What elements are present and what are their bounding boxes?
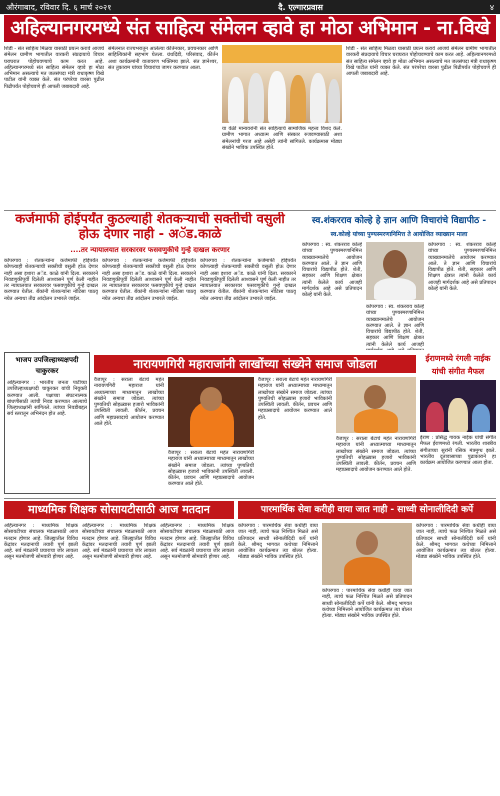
story3-body-2: कोपरगाव : स्व. शंकरराव कोल्हे यांच्या पुण्यस्मरणानिमित्त व्याख्यानमालेचे आयोजन करण्यात आले. ते ज्ञान आणि विचारांचे विद्यापीठ होते. शेती, सहकार आणि शिक्षण क्षेत्रात त्यांनी केलेले कार्य आजही मार्गदर्शक आहे असे प्रतिपादन कोल्हे यांनी केले. xyxy=(428,242,496,293)
saint-photo xyxy=(168,377,254,447)
page-number: ४ xyxy=(489,2,494,12)
lead-headline: अहिल्यानगरमध्ये संत साहित्य संमेलन व्हावे हा मोठा अभिमान - ना.विखे xyxy=(4,15,496,42)
date-line: औरंगाबाद, रविवार दि. ६ मार्च २०२१ xyxy=(6,2,112,12)
story2-subhead: ....तर न्यायालयात सरकारवर फसवणुकीचे गुन्हे दाखल करणार xyxy=(70,246,230,254)
story3-body-1: कोपरगाव : स्व. शंकरराव कोल्हे यांच्या पुण्यस्मरणानिमित्त व्याख्यानमालेचे आयोजन करण्यात आले. ते ज्ञान आणि विचारांचे विद्यापीठ होते. शेती, सहकार आणि शिक्षण क्षेत्रात त्यांनी केलेले कार्य आजही मार्गदर्शक आहे असे प्रतिपादन कोल्हे यांनी केले. xyxy=(302,242,362,299)
story2-body-3: कोपरगाव : शेतकऱ्यांना कर्जमाफी होईपर्यंत कोणत्याही शेतकऱ्याची सक्तीची वसुली होऊ देणार नाही असा इशारा अॅड. काळे यांनी दिला. सरकारने निवडणुकीपूर्वी दिलेली आश्वासने पूर्ण केली नाहीत तर न्यायालयात सरकारवर फसवणुकीचे गुन्हे दाखल करण्यात येतील. बँकांनी शेतकऱ्यांना नोटिसा पाठवू नयेत अन्यथा तीव्र आंदोलन उभारले जाईल. xyxy=(200,258,296,302)
story6-headline: ईराणमध्ये रंगली नाईक यांची संगीत मैफल xyxy=(425,354,491,376)
story7-body-1: अहिल्यानगर : माध्यमिक शिक्षक सोसायटीच्या संचालक मंडळासाठी आज मतदान होणार आहे. जिल्ह्यातील विविध केंद्रांवर मतदानाची तयारी पूर्ण झाली आहे. सर्व मंडळांनी प्रचाराचा जोर लावला असून मतमोजणी सोमवारी होणार आहे. xyxy=(4,523,78,561)
story4-title: भाजप उपजिल्हाध्यक्षपदी चाकुरकर xyxy=(15,356,79,375)
divider xyxy=(4,210,496,211)
lead-body-mid: संमेलनात राज्यभरातून आलेल्या कीर्तनकार, प्रवचनकार आणि साहित्यिकांनी सहभाग घेतला. ग्रंथदिंडी, परिसंवाद, कीर्तन अशा कार्यक्रमांनी वातावरण भक्तिमय झाले. संत ज्ञानेश्वर, संत तुकाराम यांच्या विचारांचा जागर करण्यात आला. xyxy=(108,46,218,71)
story5-body-2: वैजापूर : सराला बेटाचे महंत नारायणगिरी महाराज यांनी अध्यात्माच्या माध्यमातून लाखोंच्या संख्येने समाज जोडला. त्यांच्या पुण्यतिथी सोहळ्यास हजारो भाविकांनी उपस्थिती लावली. कीर्तन, प्रवचन आणि महाप्रसादाचे आयोजन करण्यात आले होते. xyxy=(168,450,254,488)
concert-photo xyxy=(420,380,496,432)
story6-body: ईराण : प्रसिद्ध गायक नाईक यांची संगीत मैफल ईराणमध्ये रंगली. भारतीय शास्त्रीय संगीताच्या सुरांनी रसिक मंत्रमुग्ध झाले. भारतीय दूतावासाच्या पुढाकाराने हा कार्यक्रम आयोजित करण्यात आला होता. xyxy=(420,435,496,467)
story3-subhead: स्व.कोल्हे यांच्या पुण्यस्मरणानिमित्त ते आयोजित व्याख्यान माला xyxy=(330,231,468,238)
saint-photo-2 xyxy=(336,377,416,433)
story2-body-1: कोपरगाव : शेतकऱ्यांना कर्जमाफी होईपर्यंत कोणत्याही शेतकऱ्याची सक्तीची वसुली होऊ देणार नाही असा इशारा अॅड. काळे यांनी दिला. सरकारने निवडणुकीपूर्वी दिलेली आश्वासने पूर्ण केली नाहीत तर न्यायालयात सरकारवर फसवणुकीचे गुन्हे दाखल करण्यात येतील. बँकांनी शेतकऱ्यांना नोटिसा पाठवू नयेत अन्यथा तीव्र आंदोलन उभारले जाईल. xyxy=(4,258,98,302)
story8-body-1: कोपरगाव : पारमार्थिक सेवा कधीही वाया जात नाही, त्याचे फळ निश्चित मिळते असे प्रतिपादन साध्वी सोनालीदिदी कर्पे यांनी केले. श्रीमद् भागवत कथेच्या निमित्ताने आयोजित कार्यक्रमात त्या बोलत होत्या. मोठ्या संख्येने भाविक उपस्थित होते. xyxy=(238,523,318,561)
lead-body-extra: शिर्डी - संत साहित्य मिळवा यासाठी प्रयत्न करावे आजचे संमेलन ग्रामीण भागातील वारकरी संप्रदायाचे विचार घराघरात पोहोचवण्याचे काम करत आहे. अहिल्यानगरमध्ये संत साहित्य संमेलन व्हावे हा मोठा अभिमान असल्याचे मत जलसंपदा मंत्री राधाकृष्ण विखे पाटील यांनी व्यक्त केले. संत परंपरेचा वारसा पुढील पिढीपर्यंत पोहोचवणे ही आपली जबाबदारी आहे. xyxy=(346,46,496,78)
story3-body-3: कोपरगाव : स्व. शंकरराव कोल्हे यांच्या पुण्यस्मरणानिमित्त व्याख्यानमालेचे आयोजन करण्यात आले. ते ज्ञान आणि विचारांचे विद्यापीठ होते. शेती, सहकार आणि शिक्षण क्षेत्रात त्यांनी केलेले कार्य आजही xyxy=(366,304,424,348)
lead-photo-stage xyxy=(222,45,342,123)
sadhvi-photo xyxy=(322,523,412,585)
portrait-photo xyxy=(366,242,424,300)
newspaper-name: दै. एल्गारप्रवास xyxy=(278,2,323,12)
story4-body: अहिल्यानगर : भारतीय जनता पार्टीच्या उपजिल्हाध्यक्षपदी चाकुरकर यांची नियुक्ती करण्यात आली. पक्षाच्या संघटनात्मक बांधणीसाठी त्यांची निवड करण्यात आल्याचे जिल्हाध्यक्षांनी सांगितले. त्यांच्या निवडीबद्दल सर्व स्तरातून अभिनंदन होत आहे. xyxy=(7,380,87,418)
story5-body-1: वैजापूर : सराला बेटाचे महंत नारायणगिरी महाराज यांनी अध्यात्माच्या माध्यमातून लाखोंच्या संख्येने समाज जोडला. त्यांच्या पुण्यतिथी सोहळ्यास हजारो भाविकांनी उपस्थिती लावली. कीर्तन, प्रवचन आणि महाप्रसादाचे आयोजन करण्यात आले होते. xyxy=(94,377,164,428)
story3-headline: स्व.शंकरराव कोल्हे हे ज्ञान आणि विचारांचे विद्यापीठ - xyxy=(311,216,487,226)
story7-body-3: अहिल्यानगर : माध्यमिक शिक्षक सोसायटीच्या संचालक मंडळासाठी आज मतदान होणार आहे. जिल्ह्यातील विविध केंद्रांवर मतदानाची तयारी पूर्ण झाली आहे. सर्व मंडळांनी प्रचाराचा जोर लावला असून मतमोजणी सोमवारी होणार आहे. xyxy=(160,523,234,561)
story5-headline: नारायणगिरी महाराजांनी लाखोंच्या संख्येने समाज जोडला xyxy=(94,355,416,373)
story2-body-2: कोपरगाव : शेतकऱ्यांना कर्जमाफी होईपर्यंत कोणत्याही शेतकऱ्याची सक्तीची वसुली होऊ देणार नाही असा इशारा अॅड. काळे यांनी दिला. सरकारने निवडणुकीपूर्वी दिलेली आश्वासने पूर्ण केली नाहीत तर न्यायालयात सरकारवर फसवणुकीचे गुन्हे दाखल करण्यात येतील. बँकांनी शेतकऱ्यांना नोटिसा पाठवू नयेत अन्यथा तीव्र आंदोलन उभारले जाईल. xyxy=(102,258,196,302)
lead-body-left: शिर्डी - संत साहित्य मिळवा यासाठी प्रयत्न करावे आजचे संमेलन ग्रामीण भागातील वारकरी संप्रदायाचे विचार घराघरात पोहोचवण्याचे काम करत आहे. अहिल्यानगरमध्ये संत साहित्य संमेलन व्हावे हा मोठा अभिमान असल्याचे मत जलसंपदा मंत्री राधाकृष्ण विखे पाटील यांनी व्यक्त केले. संत परंपरेचा वारसा पुढील पिढीपर्यंत पोहोचवणे ही आपली जबाबदारी आहे. xyxy=(4,46,104,90)
masthead-bar xyxy=(0,0,500,14)
story8-body-3: कोपरगाव : पारमार्थिक सेवा कधीही वाया जात नाही, त्याचे फळ निश्चित मिळते असे प्रतिपादन साध्वी सोनालीदिदी कर्पे यांनी केले. श्रीमद् भागवत कथेच्या निमित्ताने आयोजित कार्यक्रमात त्या बोलत होत्या. मोठ्या संख्येने भाविक उपस्थित होते. xyxy=(416,523,496,561)
story5-body-3: वैजापूर : सराला बेटाचे महंत नारायणगिरी महाराज यांनी अध्यात्माच्या माध्यमातून लाखोंच्या संख्येने समाज जोडला. त्यांच्या पुण्यतिथी सोहळ्यास हजारो भाविकांनी उपस्थिती लावली. कीर्तन, प्रवचन आणि महाप्रसादाचे आयोजन करण्यात आले होते. xyxy=(258,377,332,421)
lead-body-right: या वेळी मान्यवरांनी संत साहित्याचे सामाजिक महत्त्व विशद केले. ग्रामीण भागात अध्यात्म आणि संस्कार रुजवण्यासाठी अशा संमेलनांची गरज आहे असेही त्यांनी सांगितले. कार्यक्रमास मोठ्या संख्येने भाविक उपस्थित होते. xyxy=(222,126,342,151)
story8-body-2: कोपरगाव : पारमार्थिक सेवा कधीही वाया जात नाही, त्याचे फळ निश्चित मिळते असे प्रतिपादन साध्वी सोनालीदिदी कर्पे यांनी केले. श्रीमद् भागवत कथेच्या निमित्ताने आयोजित कार्यक्रमात त्या बोलत होत्या. मोठ्या संख्येने भाविक उपस्थित होते. xyxy=(322,588,412,620)
divider-2 xyxy=(4,498,496,499)
story7-headline: माध्यमिक शिक्षक सोसायटीसाठी आज मतदान xyxy=(4,501,234,519)
story8-headline: पारमार्थिक सेवा करीही वाया जात नाही - साध्वी सोनालीदिदी कर्पे xyxy=(238,501,496,519)
story5-body-4: वैजापूर : सराला बेटाचे महंत नारायणगिरी महाराज यांनी अध्यात्माच्या माध्यमातून लाखोंच्या संख्येने समाज जोडला. त्यांच्या पुण्यतिथी सोहळ्यास हजारो भाविकांनी उपस्थिती लावली. कीर्तन, प्रवचन आणि महाप्रसादाचे आयोजन करण्यात आले होते. xyxy=(336,436,416,474)
story2-headline: कर्जमाफी होईपर्यंत कुठल्याही शेतकऱ्याची सक्तीची वसुली होऊ देणार नाही - अॅड.काळे xyxy=(15,212,285,242)
story7-body-2: अहिल्यानगर : माध्यमिक शिक्षक सोसायटीच्या संचालक मंडळासाठी आज मतदान होणार आहे. जिल्ह्यातील विविध केंद्रांवर मतदानाची तयारी पूर्ण झाली आहे. सर्व मंडळांनी प्रचाराचा जोर लावला असून मतमोजणी सोमवारी होणार आहे. xyxy=(82,523,156,561)
